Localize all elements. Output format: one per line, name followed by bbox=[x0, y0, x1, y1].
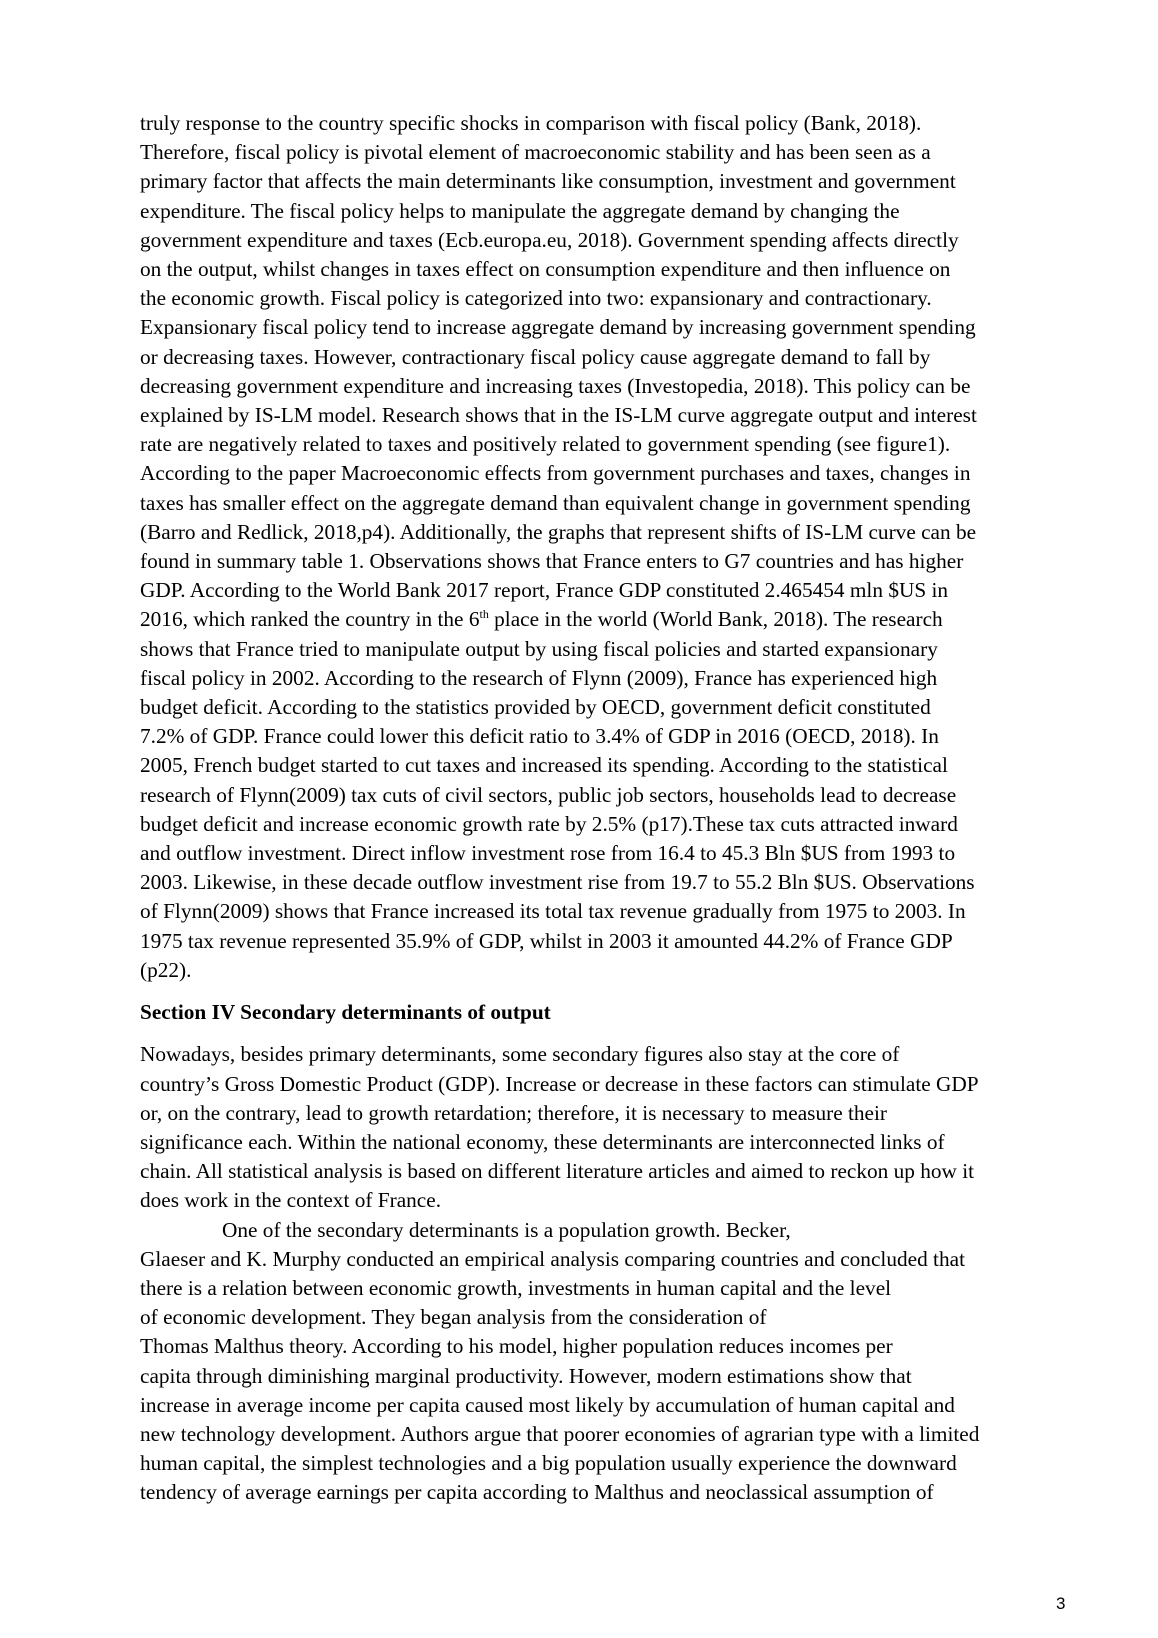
text-line: (Barro and Redlick, 2018,p4). Additionally, the graphs that represent shifts of IS-LM curve can be bbox=[140, 519, 977, 544]
text-line: increase in average income per capita caused most likely by accumulation of human capital and bbox=[140, 1392, 955, 1417]
text-line: Nowadays, besides primary determinants, some secondary figures also stay at the core of bbox=[140, 1042, 900, 1067]
paragraph-fiscal-policy bbox=[140, 109, 1070, 985]
text-line: primary factor that affects the main determinants like consumption, investment and government bbox=[140, 169, 956, 194]
text-line: Therefore, fiscal policy is pivotal element of macroeconomic stability and has been seen as a bbox=[140, 140, 931, 165]
text-segment: place in the world (World Bank, 2018). The research bbox=[488, 607, 943, 632]
text-line: 7.2% of GDP. France could lower this deficit ratio to 3.4% of GDP in 2016 (OECD, 2018). In bbox=[140, 724, 939, 749]
text-line: shows that France tried to manipulate output by using fiscal policies and started expansionary bbox=[140, 636, 938, 661]
paragraph-secondary-determinants bbox=[140, 1040, 1070, 1215]
text-line: budget deficit and increase economic growth rate by 2.5% (p17).These tax cuts attracted inward bbox=[140, 811, 958, 836]
text-line: on the output, whilst changes in taxes effect on consumption expenditure and then influence on bbox=[140, 257, 951, 282]
text-line: chain. All statistical analysis is based on different literature articles and aimed to reckon up how it bbox=[140, 1159, 975, 1184]
text-line: (p22). bbox=[140, 957, 192, 982]
text-line-with-superscript bbox=[140, 605, 1070, 634]
text-line: truly response to the country specific shocks in comparison with fiscal policy (Bank, 2018). bbox=[140, 111, 922, 135]
text-line: rate are negatively related to taxes and positively related to government spending (see figure1). bbox=[140, 432, 951, 457]
text-line: 2005, French budget started to cut taxes and increased its spending. According to the statistical bbox=[140, 753, 948, 778]
section-heading: Section IV Secondary determinants of output bbox=[140, 1000, 551, 1025]
superscript: th bbox=[479, 607, 489, 622]
text-line: tendency of average earnings per capita according to Malthus and neoclassical assumption of bbox=[140, 1480, 934, 1505]
page-number: 3 bbox=[1056, 1594, 1066, 1613]
text-line: new technology development. Authors argue that poorer economies of agrarian type with a limited bbox=[140, 1421, 980, 1446]
text-line: GDP. According to the World Bank 2017 report, France GDP constituted 2.465454 mln $US in bbox=[140, 578, 949, 603]
text-line: of economic development. They began analysis from the consideration of bbox=[140, 1305, 767, 1330]
text-line: Thomas Malthus theory. According to his model, higher population reduces incomes per bbox=[140, 1334, 893, 1359]
text-line: 2003. Likewise, in these decade outflow investment rise from 19.7 to 55.2 Bln $US. Observations bbox=[140, 870, 975, 895]
text-line: significance each. Within the national economy, these determinants are interconnected links of bbox=[140, 1129, 945, 1154]
text-line: fiscal policy in 2002. According to the research of Flynn (2009), France has experienced high bbox=[140, 665, 938, 690]
text-line: there is a relation between economic growth, investments in human capital and the level bbox=[140, 1275, 892, 1300]
text-segment: 2016, which ranked the country in the 6 bbox=[140, 607, 480, 632]
document-page bbox=[140, 109, 1070, 1508]
text-line: decreasing government expenditure and increasing taxes (Investopedia, 2018). This policy can be bbox=[140, 373, 971, 398]
text-line: taxes has smaller effect on the aggregate demand than equivalent change in government spending bbox=[140, 490, 971, 515]
text-line: expenditure. The fiscal policy helps to manipulate the aggregate demand by changing the bbox=[140, 198, 900, 223]
text-line: and outflow investment. Direct inflow investment rose from 16.4 to 45.3 Bln $US from 1993 to bbox=[140, 841, 956, 866]
text-line: the economic growth. Fiscal policy is categorized into two: expansionary and contractionary. bbox=[140, 286, 932, 311]
text-line: budget deficit. According to the statistics provided by OECD, government deficit constituted bbox=[140, 695, 931, 720]
text-line: or decreasing taxes. However, contractionary fiscal policy cause aggregate demand to fall by bbox=[140, 344, 931, 369]
text-line: explained by IS-LM model. Research shows that in the IS-LM curve aggregate output and interest bbox=[140, 403, 977, 428]
text-line: government expenditure and taxes (Ecb.europa.eu, 2018). Government spending affects directly bbox=[140, 227, 959, 252]
text-line: country’s Gross Domestic Product (GDP). Increase or decrease in these factors can stimulate GDP bbox=[140, 1071, 979, 1096]
text-line: research of Flynn(2009) tax cuts of civil sectors, public job sectors, households lead to decrease bbox=[140, 782, 957, 807]
text-line: Glaeser and K. Murphy conducted an empirical analysis comparing countries and concluded that bbox=[140, 1246, 965, 1271]
text-line: or, on the contrary, lead to growth retardation; therefore, it is necessary to measure their bbox=[140, 1100, 888, 1125]
paragraph-population-growth bbox=[140, 1216, 1070, 1508]
text-line: of Flynn(2009) shows that France increased its total tax revenue gradually from 1975 to 2003. In bbox=[140, 899, 966, 924]
text-line: capita through diminishing marginal productivity. However, modern estimations show that bbox=[140, 1363, 912, 1388]
text-line: 1975 tax revenue represented 35.9% of GDP, whilst in 2003 it amounted 44.2% of France GDP bbox=[140, 928, 953, 953]
text-line: Expansionary fiscal policy tend to increase aggregate demand by increasing government spending bbox=[140, 315, 976, 340]
text-line: found in summary table 1. Observations shows that France enters to G7 countries and has higher bbox=[140, 549, 964, 574]
text-line-indented: One of the secondary determinants is a population growth. Becker, bbox=[222, 1217, 791, 1242]
text-line: does work in the context of France. bbox=[140, 1188, 442, 1213]
text-line: human capital, the simplest technologies and a big population usually experience the downward bbox=[140, 1451, 957, 1476]
text-line: According to the paper Macroeconomic effects from government purchases and taxes, changes in bbox=[140, 461, 971, 486]
